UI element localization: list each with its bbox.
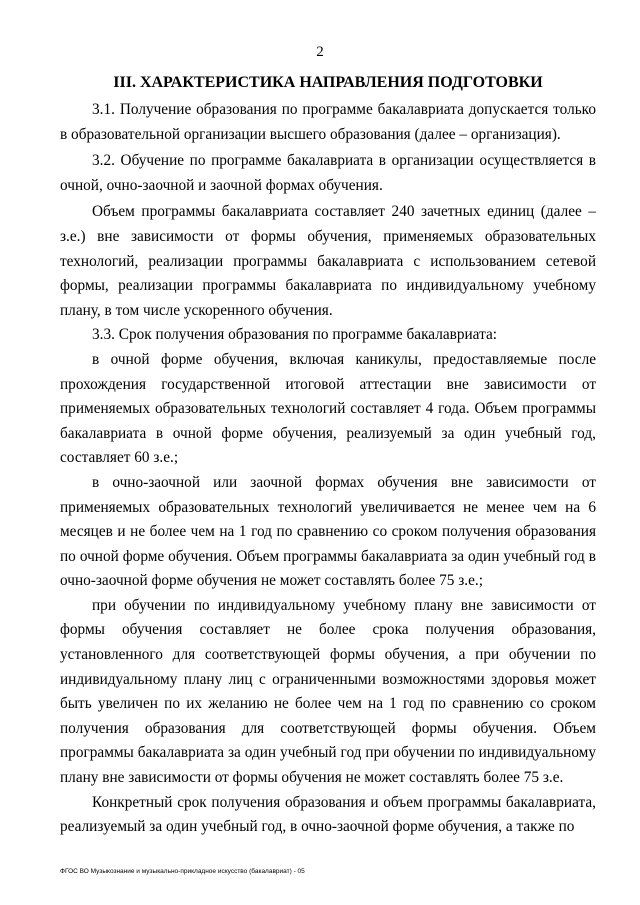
page-number: 2 — [316, 44, 324, 60]
paragraph-individual-plan: при обучении по индивидуальному учебному плану вне зависимости от формы обучения составляет не более срока получения образования, установленного для соответствующей формы обучения, а при обучении по индивидуальному плану лиц с ограниченными возможностями здоровья может быть увеличен по их желанию не более чем на 1 год по сравнению со сроком получения образования для соответствующей формы обучения. Объем программы бакалавриата за один учебный год при обучении по индивидуальному плану вне зависимости от формы обучения не может составлять более 75 з.е. — [60, 596, 596, 787]
paragraph-3-1: 3.1. Получение образования по программе бакалавриата допускается только в образовательной организации высшего образования (далее – организация). — [60, 101, 596, 143]
section-heading: III. ХАРАКТЕРИСТИКА НАПРАВЛЕНИЯ ПОДГОТОВКИ — [113, 74, 543, 91]
paragraph-volume: Объем программы бакалавриата составляет 240 зачетных единиц (далее – з.е.) вне зависимости от формы обучения, применяемых образовательных технологий, реализации программы бакалавриата с использованием сетевой формы, реализации программы бакалавриата по индивидуальному учебному плану, в том числе ускоренного обучения. — [60, 203, 596, 319]
paragraph-part-time: в очно-заочной или заочной формах обучения вне зависимости от применяемых образовательных технологий увеличивается не менее чем на 6 месяцев и не более чем на 1 год по сравнению со сроком получения образования по очной форме обучения. Объем программы бакалавриата за один учебный год в очно-заочной форме обучения не может составлять более 75 з.е.; — [60, 473, 596, 590]
paragraph-3-3: 3.3. Срок получения образования по программе бакалавриата: — [92, 326, 497, 344]
paragraph-3-2: 3.2. Обучение по программе бакалавриата в организации осуществляется в очной, очно-заочной и заочной формах обучения. — [60, 152, 596, 194]
footer-text: ФГОС ВО Музыкознание и музыкально-прикладное искусство (бакалавриат) - 05 — [60, 868, 305, 875]
paragraph-specific-term: Конкретный срок получения образования и объем программы бакалавриата, реализуемый за один учебный год, в очно-заочной форме обучения, а также по — [60, 793, 596, 836]
paragraph-full-time: в очной форме обучения, включая каникулы, предоставляемые после прохождения государственной итоговой аттестации вне зависимости от применяемых образовательных технологий составляет 4 года. Объем программы бакалавриата в очной форме обучения, реализуемый за один учебный год, составляет 60 з.е.; — [60, 350, 596, 467]
body-text — [60, 98, 596, 840]
